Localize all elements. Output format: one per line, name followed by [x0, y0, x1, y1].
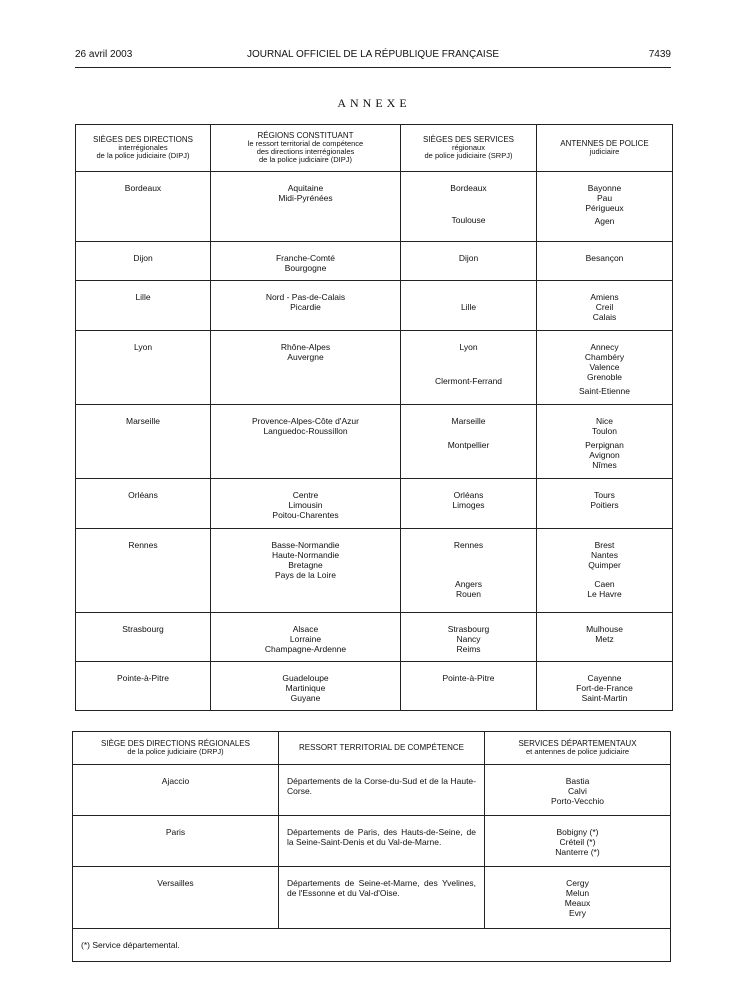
siege-cell [76, 242, 211, 281]
siege-cell [76, 529, 211, 613]
antenne-name: Cayenne [587, 673, 622, 683]
srpj-name: Reims [456, 644, 481, 654]
srpj-cell [401, 281, 537, 331]
service-name: Cergy [566, 878, 589, 888]
siege-cell [76, 613, 211, 662]
region-name: Poitou-Charentes [272, 510, 339, 520]
ressort-cell [279, 867, 485, 929]
region-name: Haute-Normandie [271, 550, 340, 560]
ressort-text: Départements de Seine-et-Marne, des Yvelines, de l'Essonne et du Val-d'Oise. [287, 878, 476, 898]
region-name: Basse-Normandie [271, 540, 340, 550]
region-name: Guyane [290, 693, 321, 703]
antennes-cell [537, 172, 673, 242]
table-row [76, 479, 673, 529]
siege-name: Paris [165, 827, 186, 837]
antennes-cell [537, 613, 673, 662]
antenne-name: Annecy [590, 342, 619, 352]
srpj-name: Toulouse [451, 215, 486, 225]
dipj-table-header [76, 125, 673, 172]
antennes-cell [537, 281, 673, 331]
srpj-cell [401, 662, 537, 711]
siege-name: Strasbourg [122, 624, 164, 634]
page-header [75, 45, 671, 63]
footnote [73, 929, 671, 962]
srpj-name: Clermont-Ferrand [434, 376, 503, 386]
siege-name: Orléans [128, 490, 158, 500]
header-sub: le ressort territorial de compétence [247, 139, 364, 148]
dipj-table [75, 124, 673, 711]
antenne-name: Agen [594, 216, 615, 226]
header-main: ANTENNES DE POLICE [560, 139, 649, 148]
regions-cell [211, 405, 401, 479]
antenne-name: Chambéry [584, 352, 625, 362]
region-name: Aquitaine [287, 183, 324, 193]
table-row [76, 405, 673, 479]
antennes-cell [537, 405, 673, 479]
service-name: Calvi [568, 786, 587, 796]
header-sub: de la police judiciaire (DIPJ) [96, 151, 190, 160]
header-cell-antennes [537, 125, 673, 172]
regions-cell [211, 242, 401, 281]
header-main: SIÈGE DES DIRECTIONS RÉGIONALES [101, 739, 250, 748]
region-name: Picardie [290, 302, 321, 312]
srpj-cell [401, 172, 537, 242]
srpj-name: Lyon [459, 342, 478, 352]
srpj-name: Lille [460, 302, 477, 312]
regions-cell [211, 662, 401, 711]
antennes-cell [537, 529, 673, 613]
siege-cell [76, 662, 211, 711]
antenne-name: Nîmes [592, 460, 617, 470]
table-row [73, 816, 671, 867]
srpj-cell [401, 331, 537, 405]
regions-cell [211, 613, 401, 662]
srpj-name: Montpellier [447, 440, 490, 450]
siege-cell [73, 816, 279, 867]
antennes-cell [537, 242, 673, 281]
region-name: Guadeloupe [282, 673, 329, 683]
header-sub: interrégionales [118, 143, 168, 152]
header-rule [75, 67, 671, 68]
service-name: Bobigny (*) [556, 827, 599, 837]
table-row [76, 172, 673, 242]
antenne-name: Toulon [591, 426, 618, 436]
antenne-name: Fort-de-France [576, 683, 633, 693]
srpj-name: Bordeaux [450, 183, 487, 193]
antennes-cell [537, 331, 673, 405]
region-name: Languedoc-Roussillon [263, 426, 348, 436]
antennes-cell [537, 479, 673, 529]
region-name: Midi-Pyrénées [278, 193, 333, 203]
srpj-name: Strasbourg [447, 624, 490, 634]
ressort-text: Départements de Paris, des Hauts-de-Seine, de la Seine-Saint-Denis et du Val-de-Marne. [287, 827, 476, 847]
srpj-name: Angers [455, 579, 482, 589]
antenne-name: Avignon [589, 450, 620, 460]
antenne-name: Brest [594, 540, 615, 550]
table-note-row [73, 929, 671, 962]
region-name: Lorraine [289, 634, 322, 644]
srpj-cell [401, 405, 537, 479]
region-name: Champagne-Ardenne [264, 644, 347, 654]
siege-name: Lille [135, 292, 151, 302]
antenne-name: Le Havre [587, 589, 622, 599]
siege-name: Dijon [133, 253, 153, 263]
antenne-name: Calais [592, 312, 617, 322]
regions-cell [211, 172, 401, 242]
table-row [73, 765, 671, 816]
srpj-name: Rouen [455, 589, 482, 599]
region-name: Centre [292, 490, 319, 500]
header-main: SIÈGES DES DIRECTIONS [92, 135, 194, 144]
srpj-name: Limoges [452, 500, 485, 510]
header-main: SIÈGES DES SERVICES [423, 135, 514, 144]
header-cell-ressort [279, 732, 485, 765]
table-row [76, 242, 673, 281]
region-name: Limousin [288, 500, 323, 510]
siege-cell [76, 172, 211, 242]
ressort-text: Départements de la Corse-du-Sud et de la Haute-Corse. [287, 776, 476, 796]
siege-name: Marseille [125, 416, 160, 426]
siege-name: Bordeaux [124, 183, 162, 193]
antenne-name: Quimper [588, 560, 621, 570]
header-sub: de police judiciaire (SRPJ) [424, 151, 513, 160]
siege-name: Lyon [133, 342, 153, 352]
header-title: JOURNAL OFFICIEL DE LA RÉPUBLIQUE FRANÇAISE [246, 49, 500, 60]
service-name: Melun [565, 888, 590, 898]
regions-cell [211, 479, 401, 529]
antenne-name: Bayonne [587, 183, 622, 193]
region-name: Auvergne [287, 352, 324, 362]
header-sub: judiciaire [589, 147, 620, 156]
region-name: Provence-Alpes-Côte d'Azur [252, 416, 359, 426]
services-cell [485, 867, 671, 929]
srpj-cell [401, 529, 537, 613]
siege-cell [76, 281, 211, 331]
region-name: Alsace [292, 624, 319, 634]
antenne-name: Creil [595, 302, 614, 312]
service-name: Porto-Vecchio [551, 796, 604, 806]
drpj-table-header [73, 732, 671, 765]
service-name: Nanterre (*) [555, 847, 600, 857]
ressort-cell [279, 816, 485, 867]
antenne-name: Metz [595, 634, 614, 644]
service-name: Créteil (*) [559, 837, 596, 847]
header-cell-sieges-services [401, 125, 537, 172]
table-row [76, 281, 673, 331]
region-name: Pays de la Loire [275, 570, 336, 580]
header-sub: de la police judiciaire (DRPJ) [127, 747, 224, 756]
srpj-name: Marseille [451, 416, 486, 426]
annexe-title: ANNEXE [337, 96, 411, 110]
antenne-name: Mulhouse [586, 624, 623, 634]
header-sub: de la police judiciaire (DIPJ) [259, 155, 352, 164]
antenne-name: Pau [596, 193, 613, 203]
header-cell-siege-directions-regionales [73, 732, 279, 765]
srpj-name: Dijon [458, 253, 479, 263]
siege-name: Rennes [128, 540, 158, 550]
services-cell [485, 816, 671, 867]
siege-name: Versailles [157, 878, 194, 888]
siege-cell [76, 479, 211, 529]
ressort-cell [279, 765, 485, 816]
region-name: Franche-Comté [275, 253, 336, 263]
antenne-name: Saint-Etienne [578, 386, 631, 396]
antenne-name: Caen [594, 579, 615, 589]
srpj-name: Nancy [456, 634, 481, 644]
antenne-name: Perpignan [585, 440, 624, 450]
table-row [76, 662, 673, 711]
regions-cell [211, 331, 401, 405]
antenne-name: Amiens [590, 292, 619, 302]
table-row [73, 867, 671, 929]
region-name: Nord - Pas-de-Calais [265, 292, 346, 302]
header-sub: et antennes de police judiciaire [526, 747, 629, 756]
siege-name: Pointe-à-Pitre [117, 673, 169, 683]
antenne-name: Valence [589, 362, 620, 372]
services-cell [485, 765, 671, 816]
drpj-table [72, 731, 671, 962]
antenne-name: Périgueux [585, 203, 624, 213]
region-name: Bourgogne [284, 263, 327, 273]
region-name: Martinique [285, 683, 326, 693]
service-name: Meaux [564, 898, 591, 908]
header-sub: régionaux [452, 143, 485, 152]
antenne-name: Tours [594, 490, 615, 500]
header-cell-sieges-directions [76, 125, 211, 172]
siege-cell [73, 765, 279, 816]
srpj-name: Pointe-à-Pitre [442, 673, 495, 683]
service-name: Evry [569, 908, 586, 918]
antenne-name: Nice [595, 416, 613, 426]
header-date: 26 avril 2003 [75, 49, 133, 60]
header-main: RÉGIONS CONSTITUANT [257, 131, 354, 140]
siege-cell [73, 867, 279, 929]
antenne-name: Nantes [591, 550, 618, 560]
regions-cell [211, 529, 401, 613]
srpj-cell [401, 613, 537, 662]
header-cell-services-departementaux [485, 732, 671, 765]
siege-cell [76, 405, 211, 479]
region-name: Rhône-Alpes [280, 342, 331, 352]
header-sub: des directions interrégionales [256, 147, 355, 156]
header-main: SERVICES DÉPARTEMENTAUX [518, 739, 637, 748]
footnote-text: (*) Service départemental. [81, 940, 180, 950]
service-name: Bastia [565, 776, 590, 786]
regions-cell [211, 281, 401, 331]
antennes-cell [537, 662, 673, 711]
table-row [76, 529, 673, 613]
antenne-name: Grenoble [587, 372, 622, 382]
antenne-name: Saint-Martin [581, 693, 628, 703]
siege-cell [76, 331, 211, 405]
table-row [76, 331, 673, 405]
table-row [76, 613, 673, 662]
srpj-cell [401, 479, 537, 529]
header-page-number: 7439 [648, 49, 671, 60]
srpj-cell [401, 242, 537, 281]
region-name: Bretagne [288, 560, 323, 570]
antenne-name: Besançon [585, 253, 624, 263]
siege-name: Ajaccio [161, 776, 190, 786]
antenne-name: Poitiers [590, 500, 619, 510]
header-cell-regions [211, 125, 401, 172]
srpj-name: Orléans [453, 490, 484, 500]
srpj-name: Rennes [453, 540, 484, 550]
header-main: RESSORT TERRITORIAL DE COMPÉTENCE [299, 743, 464, 752]
